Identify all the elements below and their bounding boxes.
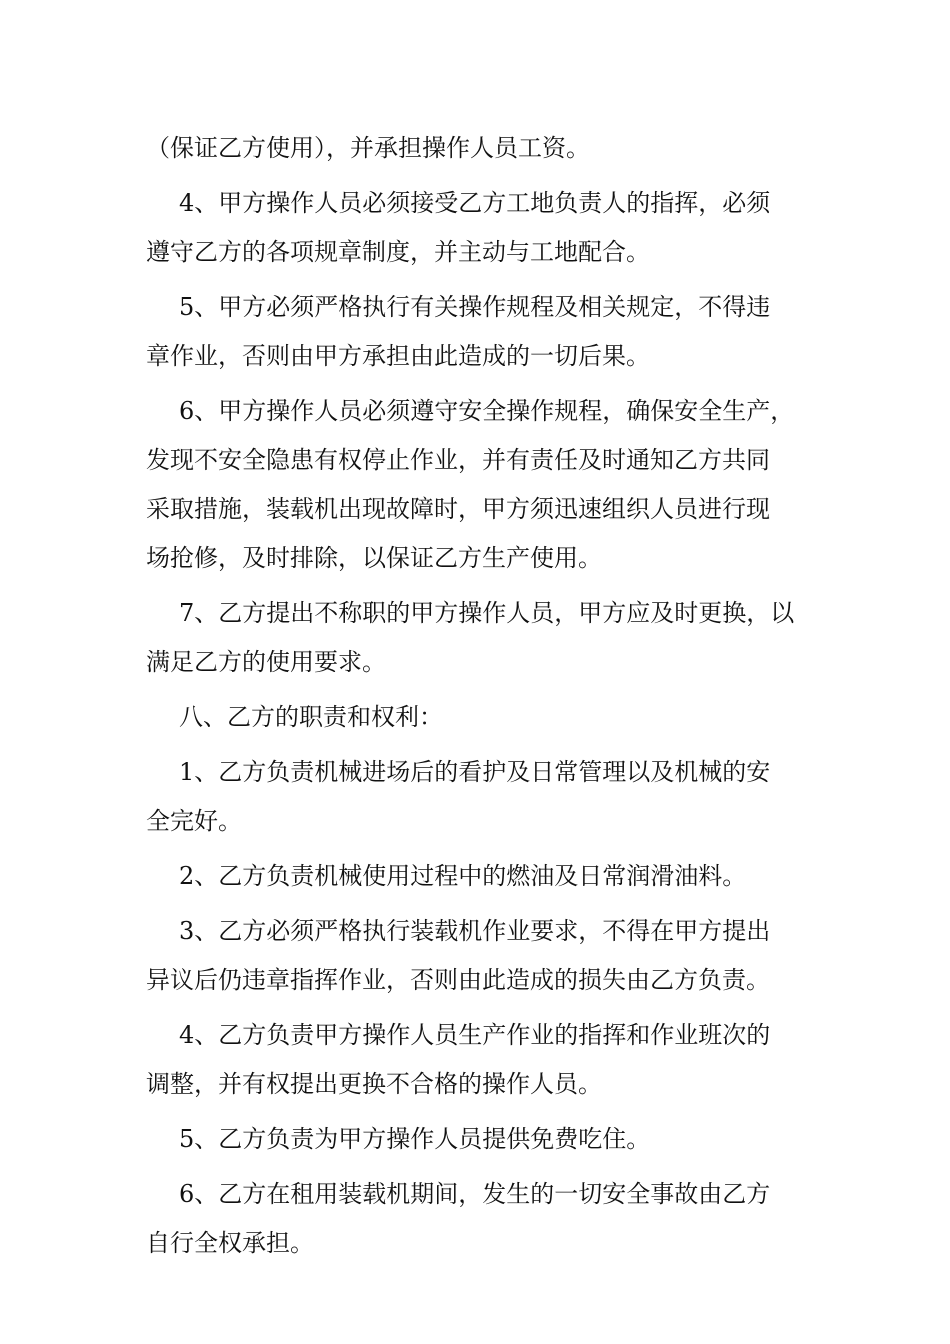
paragraph-line: 满足乙方的使用要求。 xyxy=(146,648,386,676)
paragraph-line: 场抢修，及时排除，以保证乙方生产使用。 xyxy=(146,544,602,572)
paragraph-line: 6、甲方操作人员必须遵守安全操作规程，确保安全生产， xyxy=(179,397,795,425)
paragraph-line: 5、甲方必须严格执行有关操作规程及相关规定，不得违 xyxy=(179,293,771,321)
paragraph-line: 八、乙方的职责和权利： xyxy=(179,703,443,731)
paragraph xyxy=(146,1115,808,1164)
paragraph-line: 7、乙方提出不称职的甲方操作人员，甲方应及时更换，以 xyxy=(179,599,795,627)
paragraph-line: 异议后仍违章指挥作业，否则由此造成的损失由乙方负责。 xyxy=(146,966,770,994)
paragraph xyxy=(146,589,808,687)
paragraph xyxy=(146,693,808,742)
paragraph xyxy=(146,1170,808,1268)
paragraph-line: （保证乙方使用），并承担操作人员工资。 xyxy=(146,134,590,162)
paragraph xyxy=(146,748,808,846)
paragraph xyxy=(146,387,808,583)
paragraph-line: 4、甲方操作人员必须接受乙方工地负责人的指挥，必须 xyxy=(179,189,771,217)
paragraph-line: 调整，并有权提出更换不合格的操作人员。 xyxy=(146,1070,602,1098)
paragraph-line: 遵守乙方的各项规章制度，并主动与工地配合。 xyxy=(146,238,650,266)
paragraph xyxy=(146,179,808,277)
paragraph-line: 4、乙方负责甲方操作人员生产作业的指挥和作业班次的 xyxy=(179,1021,771,1049)
paragraph-line: 自行全权承担。 xyxy=(146,1229,314,1257)
paragraph xyxy=(146,852,808,901)
paragraph-line: 5、乙方负责为甲方操作人员提供免费吃住。 xyxy=(179,1125,651,1153)
paragraph xyxy=(146,1011,808,1109)
paragraph-line: 发现不安全隐患有权停止作业，并有责任及时通知乙方共同 xyxy=(146,446,770,474)
paragraph-line: 章作业，否则由甲方承担由此造成的一切后果。 xyxy=(146,342,650,370)
paragraph-line: 全完好。 xyxy=(146,807,242,835)
paragraph xyxy=(146,124,808,173)
paragraph-line: 2、乙方负责机械使用过程中的燃油及日常润滑油料。 xyxy=(179,862,747,890)
document-body xyxy=(146,124,808,1274)
paragraph-line: 采取措施，装载机出现故障时，甲方须迅速组织人员进行现 xyxy=(146,495,770,523)
paragraph-line: 1、乙方负责机械进场后的看护及日常管理以及机械的安 xyxy=(179,758,771,786)
paragraph xyxy=(146,283,808,381)
paragraph-line: 3、乙方必须严格执行装载机作业要求，不得在甲方提出 xyxy=(179,917,771,945)
paragraph xyxy=(146,907,808,1005)
paragraph-line: 6、乙方在租用装载机期间，发生的一切安全事故由乙方 xyxy=(179,1180,771,1208)
